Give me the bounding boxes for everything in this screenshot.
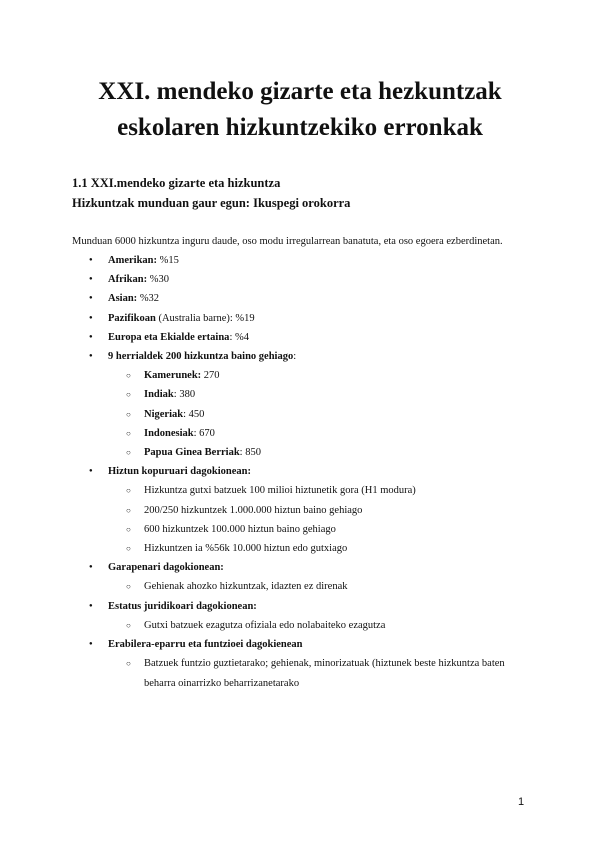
item-label: Pazifikoan [108,312,156,324]
page-title-line-2: eskolaren hizkuntzekiko erronkak [117,114,483,141]
item-value: : 450 [183,408,205,420]
main-bullet-list [72,251,532,694]
sublist-item-country [108,424,532,443]
item-label: Afrikan: [108,274,148,286]
list-item-speakers [72,462,532,558]
speakers-sublist [108,481,532,558]
item-value: %32 [137,293,160,305]
item-label: Garapenari dagokionean: [108,562,224,574]
item-value: 270 [201,370,220,382]
legal-sublist [108,616,532,635]
usage-sublist [108,654,532,694]
usage-line-1: Batzuek funtzio guztietarako; gehienak, minorizatuak (hiztunek beste hizkuntza baten [144,658,505,670]
item-label: Papua Ginea Berriak [144,447,240,459]
sublist-item-speakers: ○ 600 hizkuntzek 100.000 hiztun baino gehiago [108,520,532,539]
item-label: Hiztun kopuruari dagokionean: [108,466,251,478]
list-item-continent [72,328,532,347]
sublist-item-speakers: ○ Hizkuntzen ia %56k 10.000 hiztun edo gutxiago [108,539,532,558]
list-item-development [72,558,532,596]
sublist-item-country [108,385,532,404]
item-label: Kamerunek: [144,370,202,382]
sublist-item-development: ○ Gehienak ahozko hizkuntzak, idazten ez direnak [108,577,532,596]
item-value: : 670 [193,427,215,439]
list-item-legal-status [72,597,532,635]
sublist-item-country [108,443,532,462]
item-value: %15 [157,255,179,266]
list-item-usage [72,635,532,694]
development-sublist [108,577,532,596]
sublist-item-country [108,405,532,424]
item-value: %30 [147,274,169,286]
item-label: Nigeriak [144,408,184,420]
subsection-heading: Hizkuntzak munduan gaur egun: Ikuspegi orokorra [72,196,351,210]
list-item-continent [72,251,532,270]
item-value: : 850 [239,447,261,459]
sublist-item-speakers: ○ Hizkuntza gutxi batzuek 100 milioi hiztunetik gora (H1 modura) [108,481,532,500]
intro-paragraph: Munduan 6000 hizkuntza inguru daude, oso modu irregularrean banatuta, eta oso egoera ezberdinetan. [72,236,503,247]
sublist-item-usage [108,654,532,694]
list-item-continent [72,309,532,328]
list-item-continent [72,289,532,308]
item-label: Asian: [108,293,138,305]
item-label: 9 herrialdek 200 hizkuntza baino gehiago [108,351,294,363]
item-suffix: : [293,351,297,363]
list-item-continent [72,270,532,289]
item-label: Erabilera-eparru eta funtzioei dagokienean [108,639,303,651]
item-label: Indiak [144,389,174,401]
list-item-countries [72,347,532,462]
usage-line-2: beharra oinarrizko beharrizanetarako [144,678,300,690]
sublist-item-legal: ○ Gutxi batzuek ezagutza ofiziala edo nolabaiteko ezagutza [108,616,532,635]
sublist-item-speakers: ○ 200/250 hizkuntzek 1.000.000 hiztun baino gehiago [108,501,532,520]
page-title [40,74,560,146]
item-value: (Australia barne): %19 [155,312,255,324]
item-label: Europa eta Ekialde ertaina [108,331,230,343]
sublist-item-country [108,366,532,385]
page-number: 1 [518,796,525,808]
item-label: Estatus juridikoari dagokionean: [108,600,257,612]
item-label: Indonesiak [144,427,194,439]
item-label: Amerikan: [108,255,157,266]
page-title-line-1: XXI. mendeko gizarte eta hezkuntzak [98,78,502,105]
item-value: : %4 [229,331,249,343]
countries-sublist [108,366,532,462]
section-heading: 1.1 XXI.mendeko gizarte eta hizkuntza [72,176,281,190]
item-value: : 380 [173,389,196,401]
